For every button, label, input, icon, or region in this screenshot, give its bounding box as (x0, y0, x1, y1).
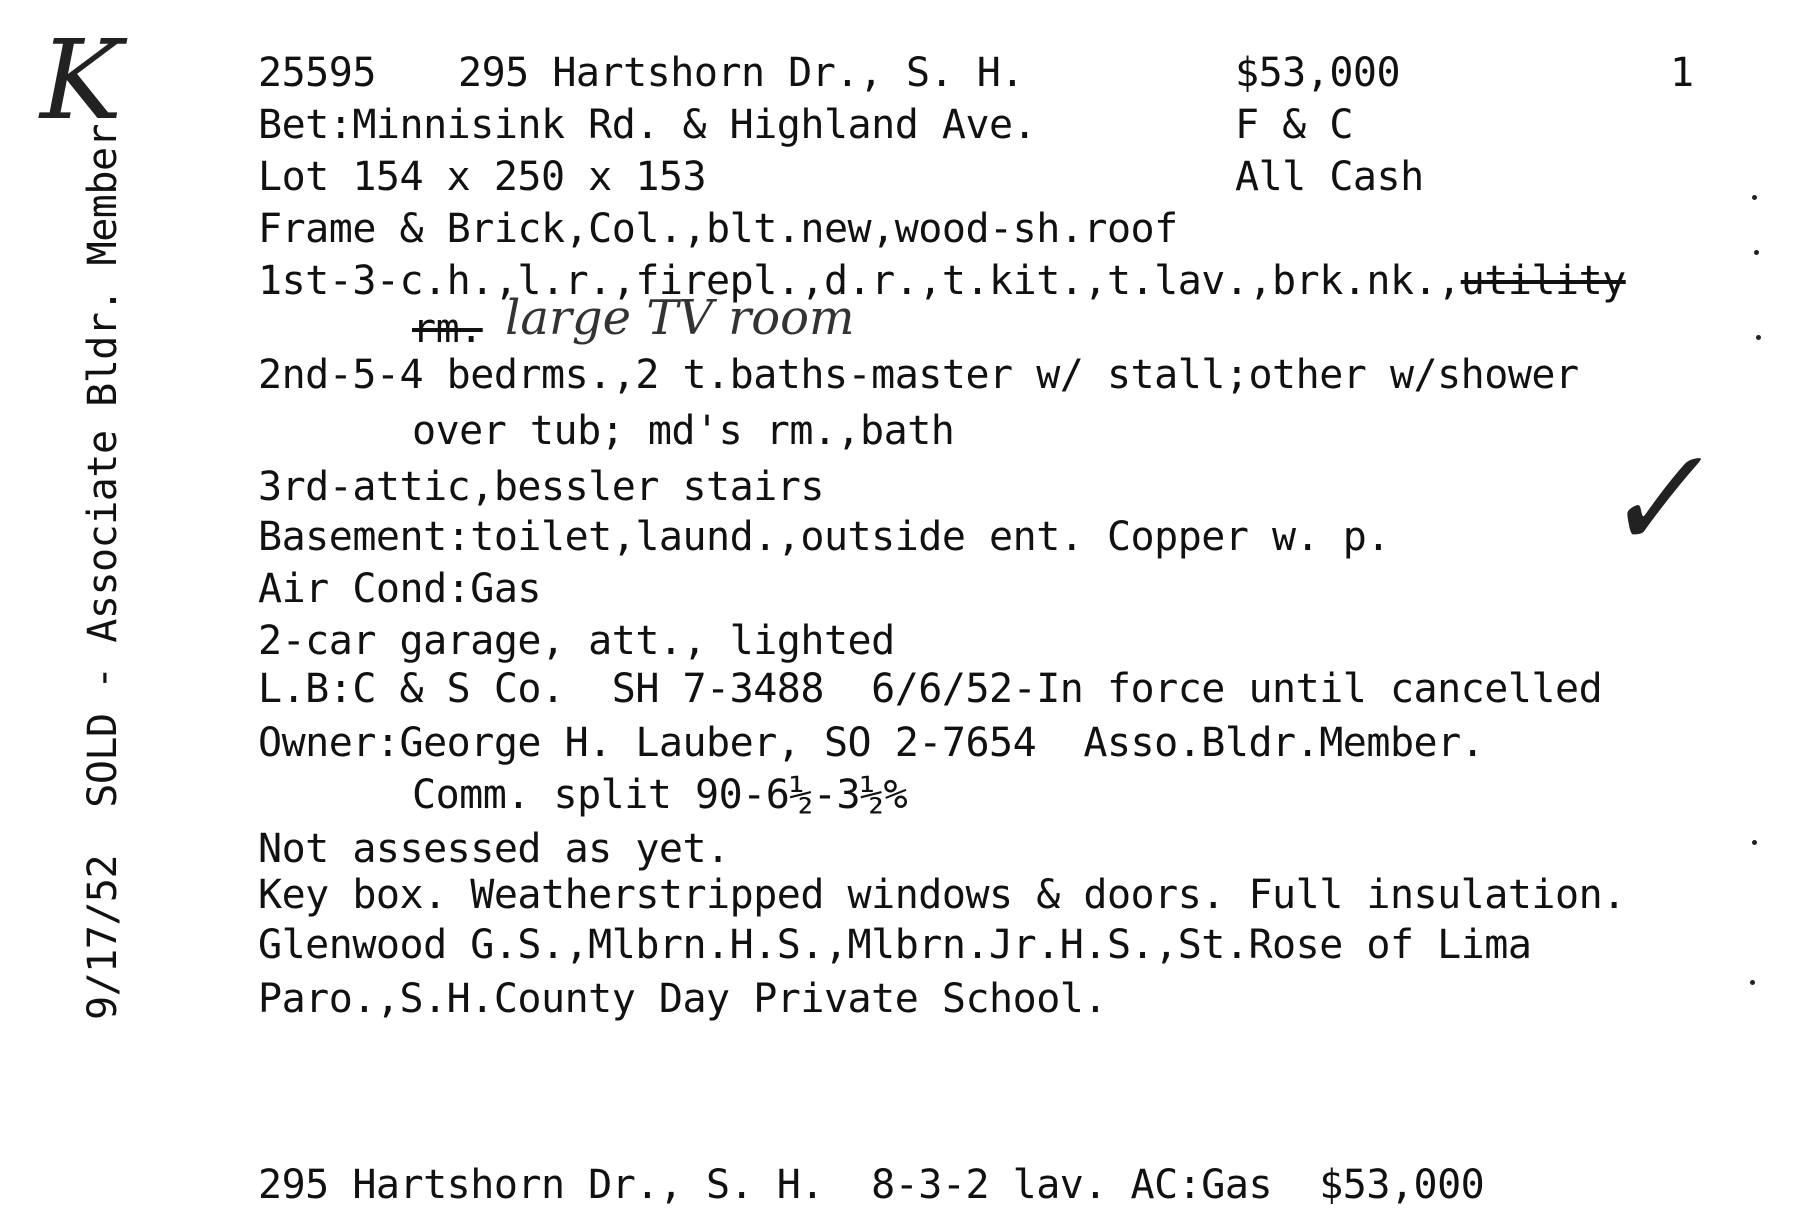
second-floor: 2nd-5-4 bedrms.,2 t.baths-master w/ stall;other w/shower (258, 352, 1579, 398)
schools-cont: Paro.,S.H.County Day Private School. (258, 976, 1107, 1022)
speck (1750, 980, 1755, 985)
air-conditioning: Air Cond:Gas (258, 566, 541, 612)
between-streets: Bet:Minnisink Rd. & Highland Ave. (258, 102, 1037, 148)
terms-financing: F & C (1235, 102, 1353, 148)
speck (1756, 335, 1761, 340)
check-mark: ✓ (1590, 418, 1715, 582)
speck (1752, 195, 1757, 200)
listing-agent: L.B:C & S Co. SH 7-3488 6/6/52-In force until cancelled (258, 666, 1603, 712)
listing-number: 25595 (258, 50, 376, 96)
owner: Owner:George H. Lauber, SO 2-7654 Asso.Bldr.Member. (258, 720, 1485, 766)
first-floor (258, 258, 1626, 304)
second-floor-cont: over tub; md's rm.,bath (412, 408, 955, 454)
price: $53,000 (1235, 50, 1401, 96)
construction: Frame & Brick,Col.,blt.new,wood-sh.roof (258, 206, 1178, 252)
address: 295 Hartshorn Dr., S. H. (458, 50, 1024, 96)
lot-size: Lot 154 x 250 x 153 (258, 154, 707, 200)
speck (1754, 250, 1759, 255)
handwritten-initial: K (40, 16, 123, 144)
speck (1752, 840, 1757, 845)
summary-line: 295 Hartshorn Dr., S. H. 8-3-2 lav. AC:Gas $53,000 (258, 1162, 1485, 1208)
sold-note: 9/17/52 SOLD - Associate Bldr. Member (80, 123, 126, 1020)
basement: Basement:toilet,laund.,outside ent. Copper w. p. (258, 514, 1390, 560)
third-floor: 3rd-attic,bessler stairs (258, 464, 824, 510)
terms-cash: All Cash (1235, 154, 1424, 200)
page-number: 1 (1670, 50, 1694, 96)
commission: Comm. split 90-6½-3½% (412, 772, 908, 818)
features: Key box. Weatherstripped windows & doors. Full insulation. (258, 872, 1626, 918)
struck-utility: utility (1460, 258, 1626, 304)
handwritten-tv-room: large TV room (505, 290, 855, 346)
struck-room: rm. (412, 306, 483, 352)
assessment: Not assessed as yet. (258, 826, 730, 872)
first-floor-rooms: 1st-3-c.h.,l.r.,firepl.,d.r.,t.kit.,t.lav.,brk.nk., (258, 258, 1461, 304)
schools: Glenwood G.S.,Mlbrn.H.S.,Mlbrn.Jr.H.S.,St.Rose of Lima (258, 922, 1532, 968)
garage: 2-car garage, att., lighted (258, 618, 895, 664)
